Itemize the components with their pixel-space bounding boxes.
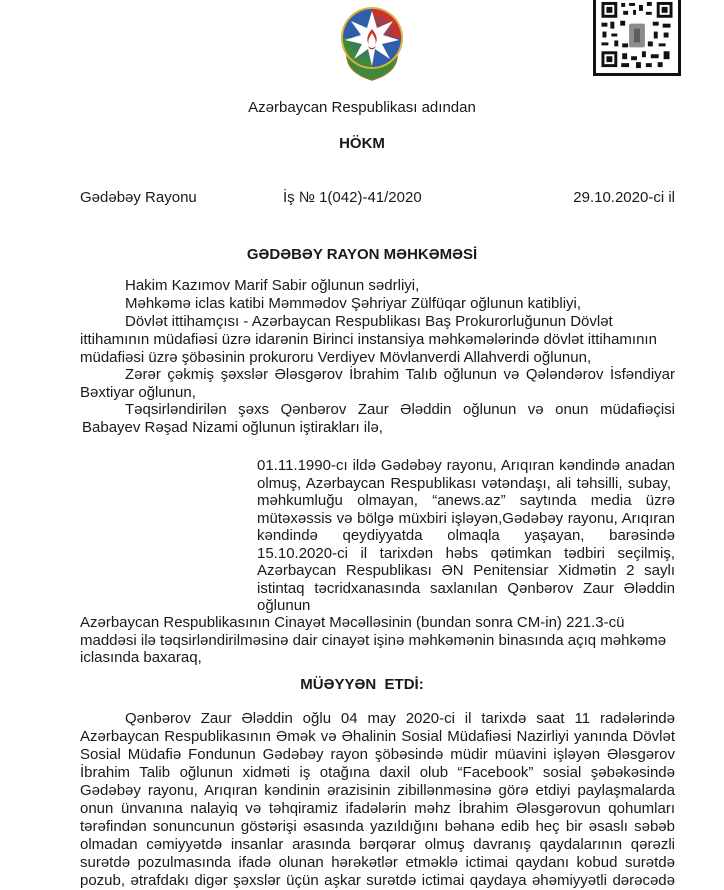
charge-line: iclasında baxaraq, — [80, 649, 202, 666]
findings-line: Sosial Müdafiə Fondunun Gədəbəy rayon şöbəsində müdir müavini işləyən Ələsgərov — [80, 746, 675, 763]
case-number: İş № 1(042)-41/2020 — [283, 189, 422, 206]
section-heading-established: MÜƏYYƏN ETDİ: — [300, 676, 424, 693]
findings-line: pozub, ətrafdakı digər şəxslər üçün aşkar surətdə ictimai qaydaya əhəmiyyətli dərəcədə — [80, 872, 675, 889]
charge-line: Azərbaycan Respublikasının Cinayət Məcəlləsinin (bundan sonra CM-in) 221.3-cü — [80, 614, 625, 631]
qr-code — [593, 0, 681, 76]
composition-line: Dövlət ittihamçısı - Azərbaycan Respublikası Baş Prokurorluğunun Dövlət — [125, 313, 613, 330]
defendant-info-line: istintaq təcridxanasında saxlanılan Qənbərov Zaur Ələddin — [257, 580, 675, 597]
composition-line: Bəxtiyar oğlunun, — [80, 384, 196, 401]
composition-line: Babayev Rəşad Nizami oğlunun iştirakları ilə, — [82, 419, 383, 436]
composition-line: ittihamının müdafiəsi üzrə idarənin Birinci instansiya məhkəmələrində dövlət ittihamının — [80, 331, 657, 348]
composition-line: Məhkəmə iclas katibi Məmmədov Şəhriyar Zülfüqar oğlunun katibliyi, — [125, 295, 582, 312]
findings-line: Gədəbəy rayonu, Arıqıran kəndinin ərazisinin zibillənməsinə görə etdiyi paylaşmalarda — [80, 782, 675, 799]
document-type-title: HÖKM — [339, 135, 385, 152]
charge-line: maddəsi ilə təqsirləndirilməsinə dair cinayət işinə məhkəmənin binasında açıq məhkəmə — [80, 632, 667, 649]
defendant-info-line: məhkumluğu olmayan, “anews.az” saytında media üzrə — [257, 492, 675, 509]
defendant-info-line: 01.11.1990-cı ildə Gədəbəy rayonu, Arıqıran kəndində anadan — [257, 457, 675, 474]
composition-line: müdafiəsi üzrə şöbəsinin prokuroru Verdiyev Mövlanverdi Allahverdi oğlunun, — [80, 349, 592, 366]
court-name-heading: GƏDƏBƏY RAYON MƏHKƏMƏSİ — [246, 246, 478, 263]
findings-line: olmadan cəmiyyətdə insanlar arasında bərqərar olmuş davranış qaydalarının qərəzli — [80, 836, 675, 853]
defendant-info-line: Azərbaycan Respublikası ƏN Penitensiar Xidmətin 2 saylı — [257, 562, 675, 579]
composition-line: Zərər çəkmiş şəxslər Ələsgərov İbrahim Talıb oğlunun və Qələndərov İsfəndiyar — [125, 366, 675, 383]
findings-line: tərəfindən sonuncunun göstərişi əsasında yazıldığını bəhanə edib heç bir əsaslı səbəb — [80, 818, 675, 835]
state-emblem-icon — [337, 2, 407, 82]
findings-line: onun ünvanına nalayiq və təhqiramiz ifadələrin məhz İbrahim Ələsgərovun qohumları — [80, 800, 675, 817]
findings-line: İbrahim Talib oğlunun xidməti iş otağına daxil olub “Facebook” sosial şəbəkəsində — [80, 764, 675, 781]
decision-date: 29.10.2020-ci il — [573, 189, 675, 206]
findings-line: Qənbərov Zaur Ələddin oğlu 04 may 2020-ci il tarixdə saat 11 radələrində — [125, 710, 675, 727]
defendant-info-line: 15.10.2020-ci il tarixdən həbs qətimkan tədbiri seçilmiş, — [257, 545, 675, 562]
defendant-info-line: oğlunun — [257, 597, 311, 614]
defendant-info-line: kəndində qeydiyyatda olmaqla yaşayan, barəsində — [257, 527, 675, 544]
composition-line: Təqsirləndirilən şəxs Qənbərov Zaur Ələddin oğlunun və onun müdafiəçisi — [125, 401, 675, 418]
on-behalf-line: Azərbaycan Respublikası adından — [248, 99, 476, 116]
findings-line: surətdə pozulmasında ifadə olunan hərəkətlər etməklə ictimai qaydanı kobud surətdə — [80, 854, 675, 871]
defendant-info-line: mütəxəssis və bölgə müxbiri işləyən,Gədəbəy rayonu, Arıqıran — [257, 510, 675, 527]
composition-line: Hakim Kazımov Marif Sabir oğlunun sədrliyi, — [125, 277, 420, 294]
defendant-info-line: olmuş, Azərbaycan Respublikası vətəndaşı, ali təhsilli, subay, — [257, 475, 671, 492]
location-label: Gədəbəy Rayonu — [80, 189, 197, 206]
findings-line: Azərbaycan Respublikasının Əmək və Əhalinin Sosial Müdafiəsi Nazirliyi yanında Dövlət — [80, 728, 675, 745]
